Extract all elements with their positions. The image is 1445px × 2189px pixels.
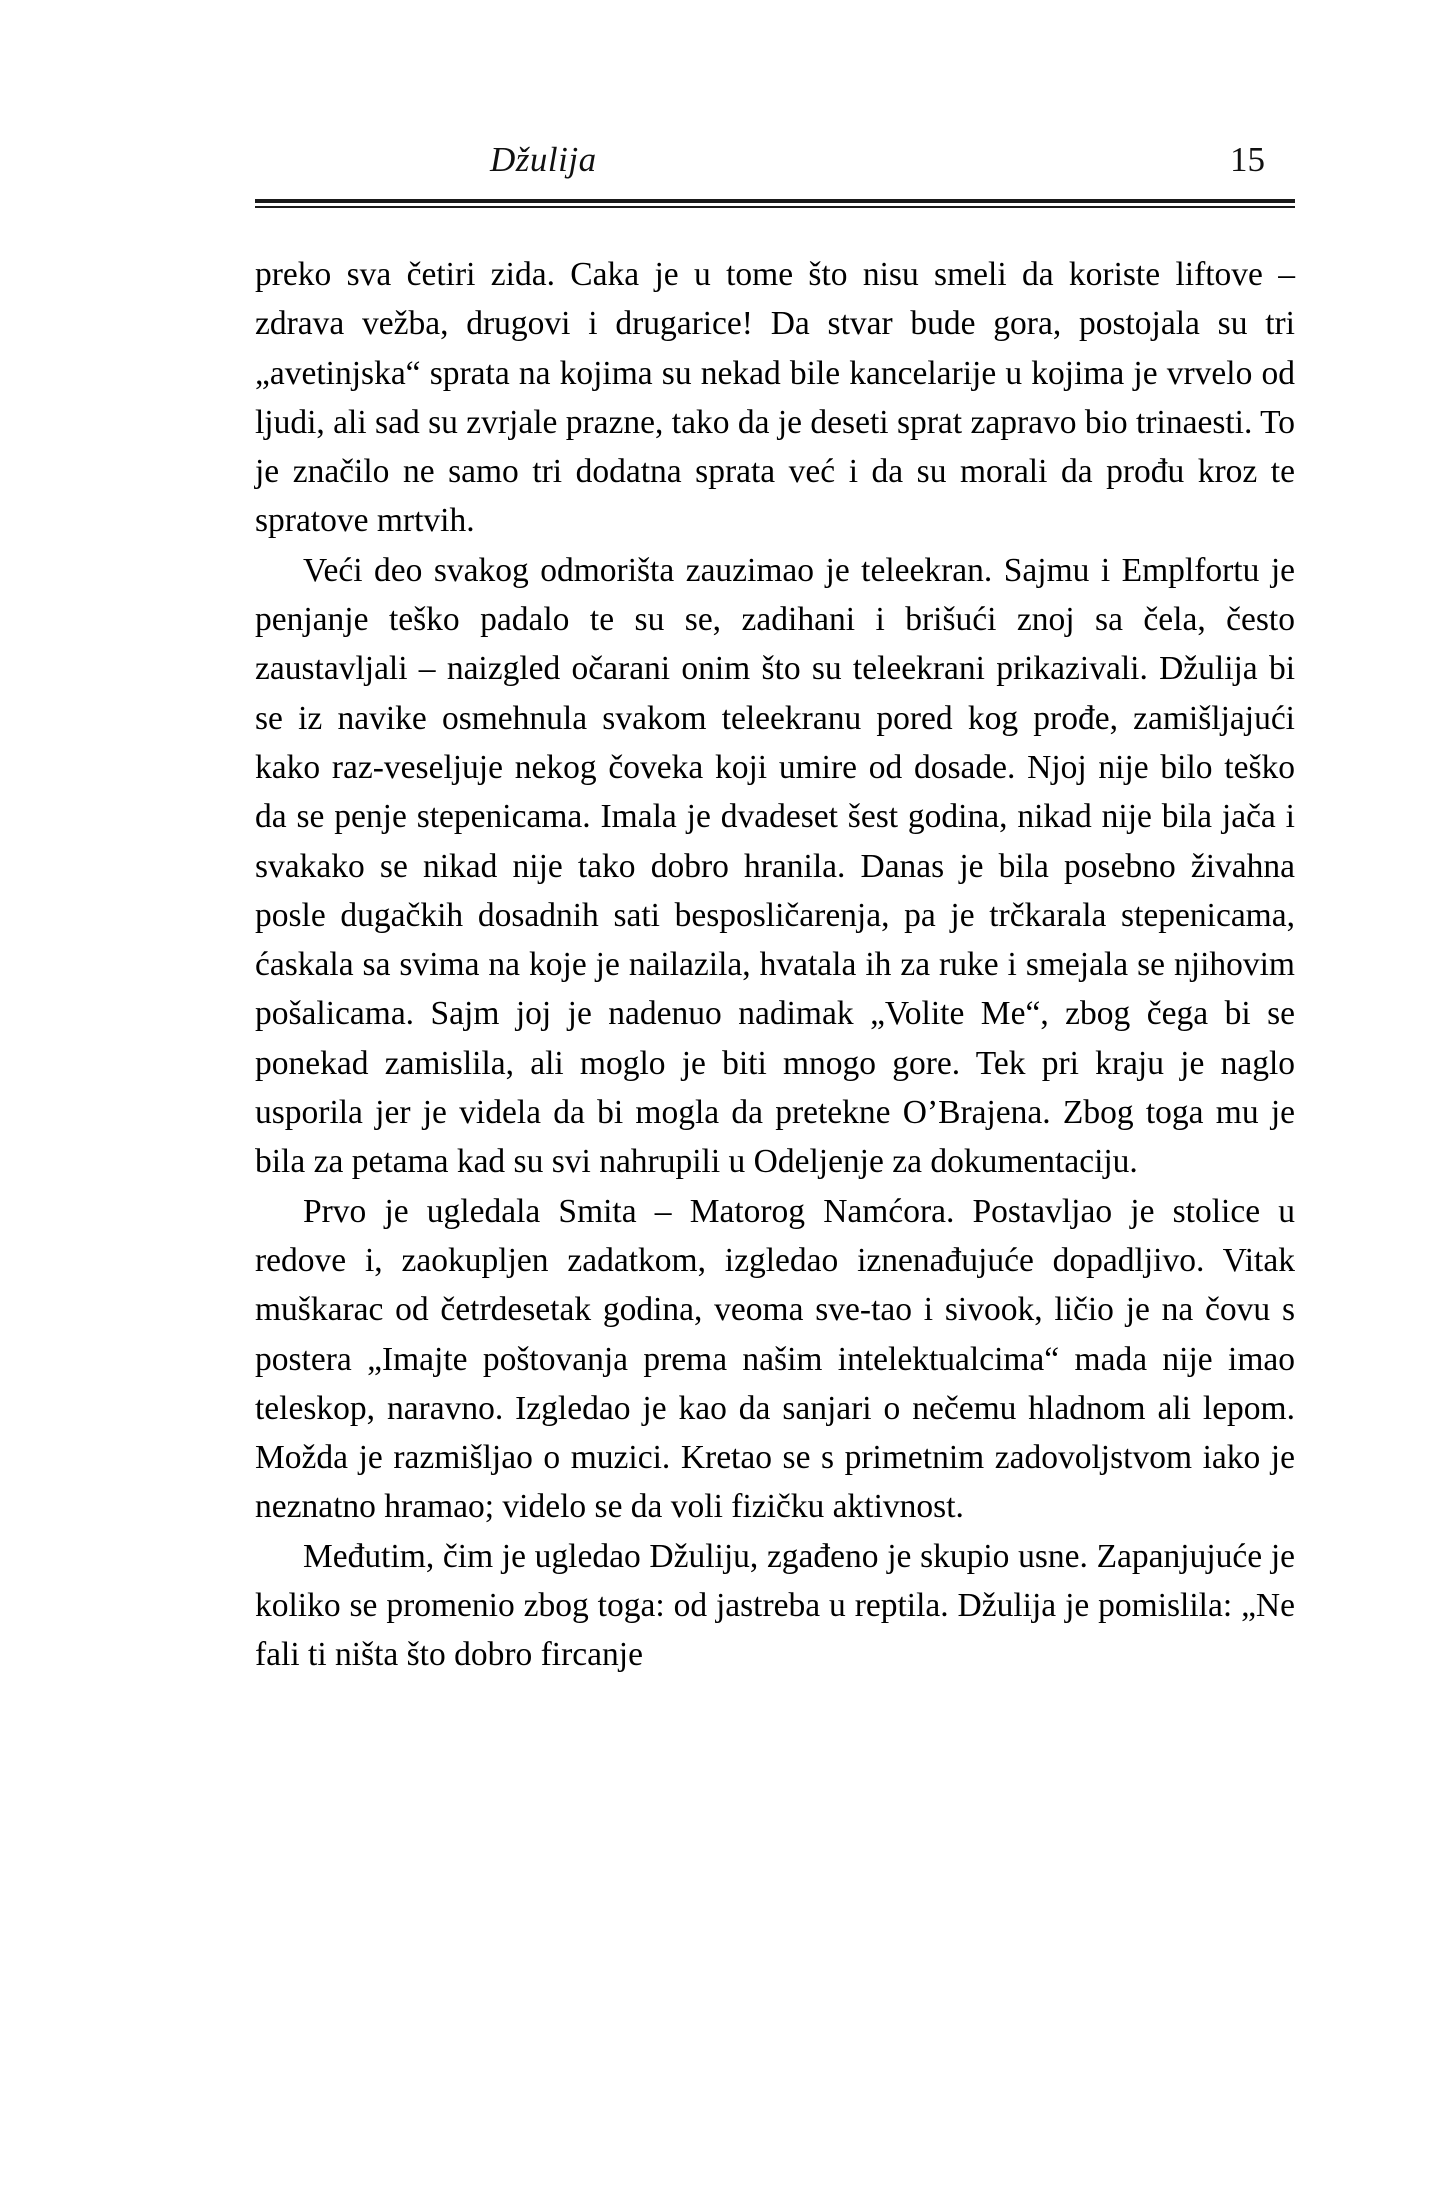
paragraph: Međutim, čim je ugledao Džuliju, zgađeno je skupio usne. Zapanjujuće je koliko se promenio zbog toga: od jastreba u reptila. Džulija je pomislila: „Ne fali ti ništa što dobro fircanje <box>255 1537 1295 1674</box>
header-rule-thin <box>255 206 1295 208</box>
paragraph: Prvo je ugledala Smita – Matorog Namćora. Postavljao je stolice u redove i, zaokupljen zadatkom, izgledao iznenađujuće dopadljivo. Vitak muškarac od četrdesetak godina, veoma sve-tao i sivook, ličio je na čovu s postera „Imajte poštovanja prema našim intelektualcima“ mada nije imao teleskop, naravno. Izgledao je kao da sanjari o nečemu hladnom ali lepom. Možda je razmišljao o muzici. Kretao se s primetnim zadovoljstvom iako je neznatno hramao; videlo se da voli fizičku aktivnost. <box>255 1192 1295 1526</box>
paragraph-continuation: preko sva četiri zida. Caka je u tome što nisu smeli da koriste liftove – zdrava vežba, drugovi i drugarice! Da stvar bude gora, postojala su tri „avetinjska“ sprata na kojima su nekad bile kancelarije u kojima je vrvelo od ljudi, ali sad su zvrjale prazne, tako da je deseti sprat zapravo bio trinaesti. To je značilo ne samo tri dodatna sprata već i da su morali da prođu kroz te spratove mrtvih. <box>255 256 1295 540</box>
header-rule <box>255 199 1295 208</box>
page-number: 15 <box>1230 140 1265 179</box>
page-content-area <box>255 140 1295 1680</box>
body-text <box>255 250 1295 1680</box>
running-title: Džulija <box>490 140 597 179</box>
paragraph: Veći deo svakog odmorišta zauzimao je teleekran. Sajmu i Emplfortu je penjanje teško padalo te su se, zadihani i brišući znoj sa čela, često zaustavljali – naizgled očarani onim što su teleekrani prikazivali. Džulija bi se iz navike osmehnula svakom teleekranu pored kog prođe, zamišljajući kako raz-veseljuje nekog čoveka koji umire od dosade. Njoj nije bilo teško da se penje stepenicama. Imala je dvadeset šest godina, nikad nije bila jača i svakako se nikad nije tako dobro hranila. Danas je bila posebno živahna posle dugačkih dosadnih sati besposličarenja, pa je trčkarala stepenicama, ćaskala sa svima na koje je nailazila, hvatala ih za ruke i smejala se njihovim pošalicama. Sajm joj je nadenuo nadimak „Volite Me“, zbog čega bi se ponekad zamislila, ali moglo je biti mnogo gore. Tek pri kraju je naglo usporila jer je videla da bi mogla da pretekne O’Brajena. Zbog toga mu je bila za petama kad su svi nahrupili u Odeljenje za dokumentaciju. <box>255 551 1295 1181</box>
running-head <box>255 140 1295 188</box>
